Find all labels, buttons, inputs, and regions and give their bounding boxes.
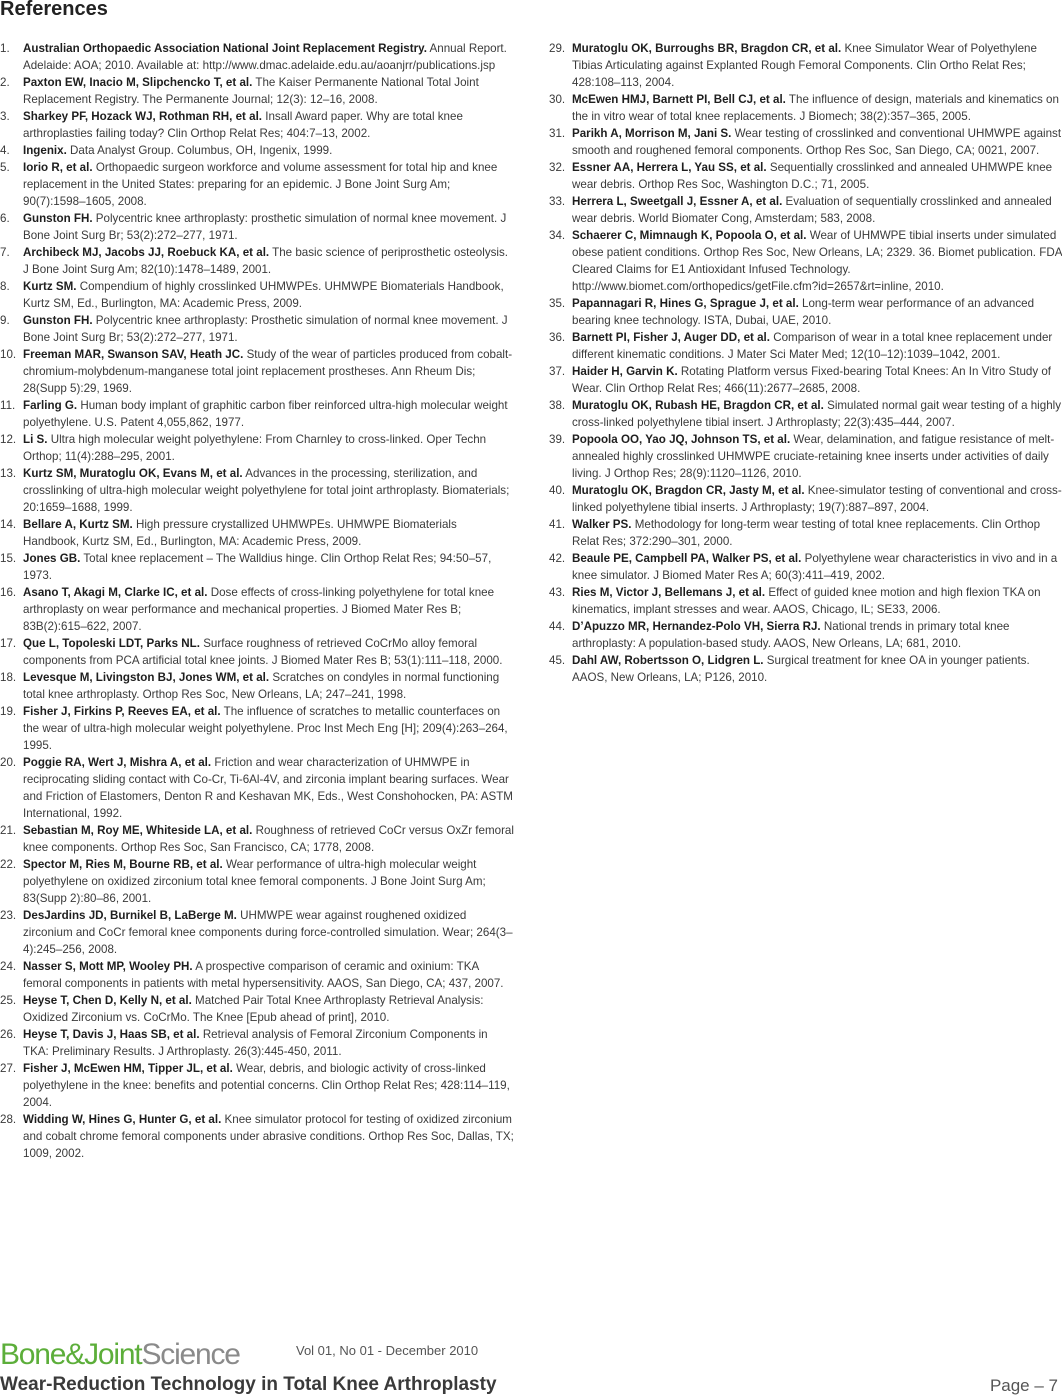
reference-authors: Poggie RA, Wert J, Mishra A, et al. [23,756,212,769]
reference-number: 23. [0,909,17,922]
reference-citation: Ultra high molecular weight polyethylene: From Charnley to cross-linked. Oper Techn Orthop; 11(4):288–295, 2001. [23,433,487,463]
reference-item [549,516,1062,550]
reference-number: 18. [0,671,17,684]
reference-item [549,584,1062,618]
reference-citation: Retrieval analysis of Femoral Zirconium Components in TKA: Preliminary Results. J Arthroplasty. 26(3):445-450, 2011. [23,1028,488,1058]
reference-item [0,397,514,431]
reference-citation: Knee simulator protocol for testing of oxidized zirconium and cobalt chrome femoral components under abrasive conditions. Orthop Res Soc, Dallas, TX; 1009, 2002. [23,1113,514,1160]
reference-citation: Study of the wear of particles produced from cobalt-chromium-molybdenum-manganese total joint replacement prostheses. Ann Rheum Dis; 28(Supp 5):29, 1969. [23,348,513,395]
reference-number: 4. [0,144,10,157]
reference-number: 33. [549,195,566,208]
reference-item [0,635,514,669]
reference-citation: The influence of scratches to metallic counterfaces on the wear of ultra-high molecular weight polyethylene. Proc Inst Mech Eng [H]; 209(4):263–264, 1995. [23,705,508,752]
reference-item [0,312,514,346]
reference-citation: Wear, debris, and biologic activity of cross-linked polyethylene in the knee: benefits and potential concerns. Clin Orthop Relat Res; 428:114–119, 2004. [23,1062,510,1109]
reference-authors: Muratoglu OK, Bragdon CR, Jasty M, et al. [572,484,805,497]
reference-item [0,907,514,958]
reference-authors: Heyse T, Davis J, Haas SB, et al. [23,1028,200,1041]
reference-authors: Essner AA, Herrera L, Yau SS, et al. [572,161,767,174]
reference-number: 6. [0,212,10,225]
reference-citation: Polyethylene wear characteristics in vivo and in a knee simulator. J Biomed Mater Res A; 60(3):411–419, 2002. [572,552,1058,582]
reference-item [0,244,514,278]
reference-number: 25. [0,994,17,1007]
reference-item [549,193,1062,227]
reference-citation: Comparison of wear in a total knee replacement under different kinematic conditions. J Mater Sci Mater Med; 12(10–12):1039–1042, 2001. [572,331,1053,361]
reference-citation: Roughness of retrieved CoCr versus OxZr femoral knee components. Orthop Res Soc, San Francisco, CA; 1778, 2008. [23,824,514,854]
reference-item [549,482,1062,516]
reference-authors: Spector M, Ries M, Bourne RB, et al. [23,858,223,871]
reference-item [549,125,1062,159]
reference-item [0,584,514,635]
reference-authors: McEwen HMJ, Barnett PI, Bell CJ, et al. [572,93,786,106]
reference-citation: Wear testing of crosslinked and conventional UHMWPE against smooth and roughened femoral components. Orthop Res Soc, San Diego, CA; 0021, 2007. [572,127,1062,157]
reference-number: 14. [0,518,17,531]
reference-number: 19. [0,705,17,718]
reference-number: 1. [0,42,10,55]
reference-citation: Simulated normal gait wear testing of a highly cross-linked polyethylene tibial insert. J Arthroplasty; 22(3):435–444, 2007. [572,399,1062,429]
reference-authors: Gunston FH. [23,212,93,225]
reference-authors: Heyse T, Chen D, Kelly N, et al. [23,994,192,1007]
reference-item [0,142,514,159]
reference-citation: Sequentially crosslinked and annealed UHMWPE knee wear debris. Orthop Res Soc, Washington D.C.; 71, 2005. [572,161,1053,191]
reference-number: 31. [549,127,566,140]
reference-citation: Polycentric knee arthroplasty: prosthetic simulation of normal knee movement. J Bone Joint Surg Br; 53(2):272–277, 1971. [23,212,507,242]
reference-authors: DesJardins JD, Burnikel B, LaBerge M. [23,909,237,922]
reference-citation: High pressure crystallized UHMWPEs. UHMWPE Biomaterials Handbook, Kurtz SM, Ed., Burlington, MA: Academic Press, 2009. [23,518,457,548]
reference-number: 34. [549,229,566,242]
reference-number: 29. [549,42,566,55]
reference-number: 22. [0,858,17,871]
reference-citation: National trends in primary total knee arthroplasty: A population-based study. AAOS, New Orleans, LA; 681, 2010. [572,620,1010,650]
reference-item [0,74,514,108]
reference-number: 20. [0,756,17,769]
reference-citation: Insall Award paper. Why are total knee arthroplasties failing today? Clin Orthop Relat Res; 404:7–13, 2002. [23,110,463,140]
reference-citation: Knee-simulator testing of conventional and cross-linked polyethylene tibial inserts. J Arthroplasty; 19(7):887–897, 2004. [572,484,1062,514]
reference-number: 24. [0,960,17,973]
reference-item [0,958,514,992]
reference-number: 9. [0,314,10,327]
reference-authors: Fisher J, McEwen HM, Tipper JL, et al. [23,1062,233,1075]
page-number: Page – 7 [989,1376,1058,1395]
reference-citation: The Kaiser Permanente National Total Joint Replacement Registry. The Permanente Journal; 12(3): 12–16, 2008. [23,76,479,106]
reference-citation: Human body implant of graphitic carbon fiber reinforced ultra-high molecular weight polyethylene. U.S. Patent 4,055,862, 1977. [23,399,508,429]
reference-item [549,329,1062,363]
reference-citation: A prospective comparison of ceramic and oxinium: TKA femoral components in patients with metal hypersensitivity. AAOS, San Diego, CA; 437, 2007. [23,960,504,990]
reference-item [0,431,514,465]
references-column-right [549,40,1062,686]
reference-authors: Widding W, Hines G, Hunter G, et al. [23,1113,222,1126]
reference-authors: Farling G. [23,399,78,412]
reference-authors: Schaerer C, Mimnaugh K, Popoola O, et al. [572,229,807,242]
reference-citation: Knee Simulator Wear of Polyethylene Tibias Articulating against Explanted Rough Femoral Components. Clin Ortho Relat Res; 428:108–113, 2004. [572,42,1037,89]
reference-number: 44. [549,620,566,633]
reference-citation: Wear performance of ultra-high molecular weight polyethylene on oxidized zirconium total knee femoral components. J Bone Joint Surg Am; 83(Supp 2):80–86, 2001. [23,858,486,905]
reference-item [0,1111,514,1162]
reference-item [0,516,514,550]
logo-text-bone-joint: Bone&Joint [0,1338,142,1371]
reference-authors: Herrera L, Sweetgall J, Essner A, et al. [572,195,783,208]
reference-authors: Que L, Topoleski LDT, Parks NL. [23,637,200,650]
reference-authors: Asano T, Akagi M, Clarke IC, et al. [23,586,208,599]
reference-citation: Friction and wear characterization of UHMWPE in reciprocating sliding contact with Co-Cr, Ti-6Al-4V, and zirconia implant bearing surfaces. Wear and Friction of Elastomers, Denton R and Keshavan MK, Eds., West Conshohocken, PA: ASTM International, 1992. [23,756,513,820]
reference-citation: UHMWPE wear against roughened oxidized zirconium and CoCr femoral knee components during force-controlled simulation. Wear; 264(3–4):245–256, 2008. [23,909,513,956]
reference-item [549,652,1062,686]
reference-number: 17. [0,637,17,650]
reference-citation: Rotating Platform versus Fixed-bearing Total Knees: An In Vitro Study of Wear. Clin Orthop Relat Res; 466(11):2677–2685, 2008. [572,365,1052,395]
reference-authors: Levesque M, Livingston BJ, Jones WM, et al. [23,671,270,684]
reference-citation: Annual Report. Adelaide: AOA; 2010. Available at: http://www.dmac.adelaide.edu.au/aoanjrr/publications.jsp [23,42,507,72]
reference-item [549,295,1062,329]
reference-item [549,431,1062,482]
reference-authors: Ries M, Victor J, Bellemans J, et al. [572,586,766,599]
reference-authors: Ingenix. [23,144,67,157]
reference-item [0,159,514,210]
reference-authors: Muratoglu OK, Rubash HE, Bragdon CR, et al. [572,399,824,412]
reference-number: 40. [549,484,566,497]
reference-citation: Surgical treatment for knee OA in younger patients. AAOS, New Orleans, LA; P126, 2010. [572,654,1030,684]
reference-number: 30. [549,93,566,106]
reference-item [0,346,514,397]
reference-authors: Fisher J, Firkins P, Reeves EA, et al. [23,705,221,718]
reference-item [549,397,1062,431]
reference-citation: Advances in the processing, sterilization, and crosslinking of ultra-high molecular weight polyethylene for total joint arthroplasty. Biomaterials; 20:1659–1688, 1999. [23,467,510,514]
article-title: Wear-Reduction Technology in Total Knee Arthroplasty [0,1374,497,1395]
page-title: References [0,0,108,20]
reference-number: 43. [549,586,566,599]
reference-number: 36. [549,331,566,344]
reference-authors: Freeman MAR, Swanson SAV, Heath JC. [23,348,244,361]
reference-number: 37. [549,365,566,378]
reference-number: 10. [0,348,17,361]
reference-authors: Australian Orthopaedic Association National Joint Replacement Registry. [23,42,427,55]
reference-number: 42. [549,552,566,565]
reference-authors: Parikh A, Morrison M, Jani S. [572,127,732,140]
reference-number: 27. [0,1062,17,1075]
journal-logo [0,1337,240,1373]
references-column-left [0,40,514,1162]
reference-citation: Total knee replacement – The Walldius hinge. Clin Orthop Relat Res; 94:50–57, 1973. [23,552,492,582]
reference-item [0,550,514,584]
issue-info: Vol 01, No 01 - December 2010 [296,1343,479,1358]
reference-citation: Matched Pair Total Knee Arthroplasty Retrieval Analysis: Oxidized Zirconium vs. CoCrMo. The Knee [Epub ahead of print], 2010. [23,994,484,1024]
reference-number: 12. [0,433,17,446]
reference-number: 13. [0,467,17,480]
reference-authors: Iorio R, et al. [23,161,93,174]
reference-authors: Archibeck MJ, Jacobs JJ, Roebuck KA, et al. [23,246,270,259]
reference-authors: Nasser S, Mott MP, Wooley PH. [23,960,193,973]
reference-citation: Evaluation of sequentially crosslinked and annealed wear debris. World Biomater Cong, Amsterdam; 583, 2008. [572,195,1052,225]
reference-number: 15. [0,552,17,565]
reference-number: 11. [0,399,16,412]
reference-citation: Polycentric knee arthroplasty: Prosthetic simulation of normal knee movement. J Bone Joint Surg Br; 53(2):272–277, 1971. [23,314,508,344]
reference-citation: Data Analyst Group. Columbus, OH, Ingenix, 1999. [70,144,333,157]
reference-item [0,856,514,907]
reference-citation: Wear, delamination, and fatigue resistance of melt-annealed highly crosslinked UHMWPE cruciate-retaining knee inserts under activities of daily living. J Orthop Res; 28(9):1120–1126, 2010. [572,433,1055,480]
reference-item [0,754,514,822]
reference-item [549,227,1062,295]
reference-item [0,992,514,1026]
reference-authors: Papannagari R, Hines G, Sprague J, et al. [572,297,799,310]
reference-authors: Muratoglu OK, Burroughs BR, Bragdon CR, et al. [572,42,842,55]
reference-number: 28. [0,1113,17,1126]
reference-authors: Jones GB. [23,552,81,565]
reference-citation: The basic science of periprosthetic osteolysis. J Bone Joint Surg Am; 82(10):1478–1489, 2001. [23,246,509,276]
reference-citation: Wear of UHMWPE tibial inserts under simulated obese patient conditions. Orthop Res Soc, New Orleans, LA; 2329. 36. Biomet publication. FDA Cleared Claims for E1 Antioxidant Infused Technology. http://www.biomet.com/orthopedics/getFile.cfm?id=2657&rt=inline, 2010. [572,229,1062,293]
reference-item [549,618,1062,652]
logo-text-science: Science [141,1338,240,1371]
reference-citation: Compendium of highly crosslinked UHMWPEs. UHMWPE Biomaterials Handbook, Kurtz SM, Ed., Burlington, MA: Academic Press, 2009. [23,280,504,310]
reference-number: 3. [0,110,10,123]
reference-item [0,1026,514,1060]
reference-number: 35. [549,297,566,310]
reference-authors: Gunston FH. [23,314,93,327]
reference-item [549,40,1062,91]
reference-authors: Popoola OO, Yao JQ, Johnson TS, et al. [572,433,791,446]
reference-citation: Effect of guided knee motion and high flexion TKA on kinematics, implant stresses and wear. AAOS, Chicago, IL; SE33, 2006. [572,586,1041,616]
reference-authors: Beaule PE, Campbell PA, Walker PS, et al. [572,552,802,565]
reference-number: 7. [0,246,10,259]
reference-number: 45. [549,654,566,667]
reference-authors: Sebastian M, Roy ME, Whiteside LA, et al. [23,824,253,837]
reference-item [549,159,1062,193]
reference-citation: Surface roughness of retrieved CoCrMo alloy femoral components from PCA artificial total knee joints. J Biomed Mater Res B; 53(1):111–118, 2000. [23,637,503,667]
reference-authors: Haider H, Garvin K. [572,365,678,378]
reference-authors: Paxton EW, Inacio M, Slipchencko T, et al. [23,76,253,89]
reference-number: 8. [0,280,10,293]
reference-citation: Methodology for long-term wear testing of total knee replacements. Clin Orthop Relat Res; 372:290–301, 2000. [572,518,1041,548]
reference-authors: Dahl AW, Robertsson O, Lidgren L. [572,654,764,667]
reference-number: 16. [0,586,17,599]
reference-item [0,40,514,74]
reference-number: 26. [0,1028,17,1041]
reference-citation: Long-term wear performance of an advanced bearing knee technology. ISTA, Dubai, UAE, 2010. [572,297,1035,327]
reference-item [0,1060,514,1111]
reference-citation: The influence of design, materials and kinematics on the in vitro wear of total knee replacements. J Biomech; 38(2):357–365, 2005. [572,93,1059,123]
reference-item [0,703,514,754]
reference-item [549,363,1062,397]
reference-number: 38. [549,399,566,412]
reference-citation: Scratches on condyles in normal functioning total knee arthroplasty. Orthop Res Soc, New Orleans, LA; 247–241, 1998. [23,671,500,701]
reference-item [549,550,1062,584]
reference-authors: D’Apuzzo MR, Hernandez-Polo VH, Sierra RJ. [572,620,821,633]
reference-item [0,669,514,703]
reference-item [549,91,1062,125]
reference-number: 41. [549,518,566,531]
reference-item [0,108,514,142]
reference-item [0,465,514,516]
reference-number: 21. [0,824,17,837]
reference-item [0,278,514,312]
reference-item [0,210,514,244]
reference-number: 32. [549,161,566,174]
reference-citation: Orthopaedic surgeon workforce and volume assessment for total hip and knee replacement in the United States: preparing for an epidemic. J Bone Joint Surg Am; 90(7):1598–1605, 2008. [23,161,498,208]
reference-authors: Kurtz SM, Muratoglu OK, Evans M, et al. [23,467,243,480]
reference-number: 39. [549,433,566,446]
reference-number: 2. [0,76,10,89]
reference-authors: Kurtz SM. [23,280,77,293]
reference-authors: Bellare A, Kurtz SM. [23,518,133,531]
reference-citation: Dose effects of cross-linking polyethylene for total knee arthroplasty on wear performance and mechanical properties. J Biomed Mater Res B; 83B(2):615–622, 2007. [23,586,495,633]
reference-number: 5. [0,161,10,174]
reference-authors: Sharkey PF, Hozack WJ, Rothman RH, et al. [23,110,263,123]
reference-authors: Li S. [23,433,48,446]
reference-authors: Barnett PI, Fisher J, Auger DD, et al. [572,331,770,344]
reference-item [0,822,514,856]
reference-authors: Walker PS. [572,518,632,531]
